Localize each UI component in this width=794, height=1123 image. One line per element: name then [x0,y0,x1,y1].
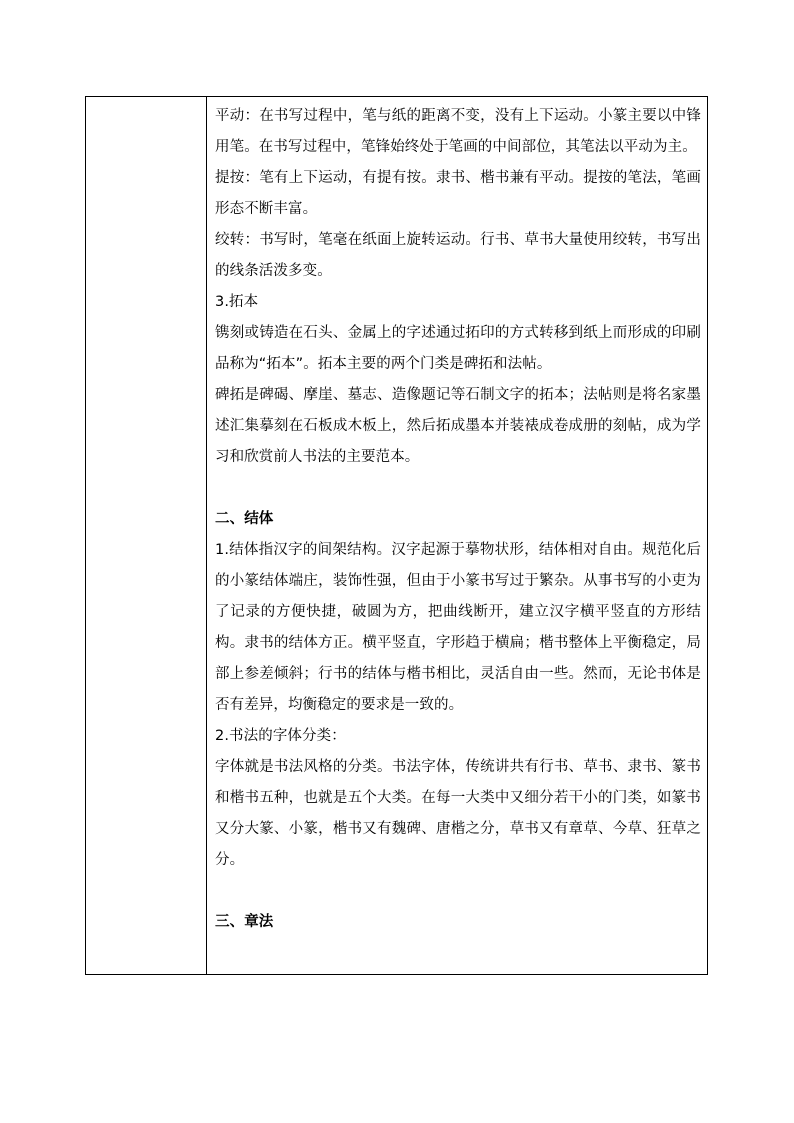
paragraph-jieti-definition: 1.结体指汉字的间架结构。汉字起源于摹物状形，结体相对自由。规范化后的小篆结体端庄，装饰性强，但由于小篆书写过于繁杂。从事书写的小吏为了记录的方便快捷，破圆为方，把曲线断开，建立汉字横平竖直的方形结构。隶书的结体方正。横平竖直，字形趋于横扁；楷书整体上平衡稳定，局部上参差倾斜；行书的结体与楷书相比，灵活自由一些。然而，无论书体是否有差异，均衡稳定的要求是一致的。 [215,542,701,713]
paragraph-font-categories: 字体就是书法风格的分类。书法字体，传统讲共有行书、草书、隶书、篆书和楷书五种，也就是五个大类。在每一大类中又细分若干小的门类，如篆书又分大篆、小篆，楷书又有魏碑、唐楷之分，草书又有章草、今草、狂草之分。 [215,759,701,868]
spacer [215,876,701,907]
paragraph-tian: 提按：笔有上下运动，有提有按。隶书、楷书兼有平动。提按的笔法，笔画形态不断丰富。 [215,170,701,217]
section-heading-jieti: 二、结体 [215,511,274,527]
spacer [215,473,701,504]
table-left-cell [86,97,207,974]
table-content-cell [207,97,707,974]
paragraph-beita-fatie: 碑拓是碑碣、摩崖、墓志、造像题记等石制文字的拓本；法帖则是将名家墨述汇集摹刻在石板成木板上，然后拓成墨本并装裱成卷成册的刻帖，成为学习和欣赏前人书法的主要范本。 [215,387,701,465]
section-heading-zhangfa: 三、章法 [215,914,274,930]
document-table [85,96,708,975]
subheading-taben: 3.拓本 [215,294,259,310]
paragraph-pingdong: 平动：在书写过程中，笔与纸的距离不变，没有上下运动。小篆主要以中锋用笔。在书写过程中，笔锋始终处于笔画的中间部位，其笔法以平动为主。 [215,108,701,155]
paragraph-taben-definition: 镌刻或铸造在石头、金属上的字述通过拓印的方式转移到纸上而形成的印刷品称为“拓本”。拓本主要的两个门类是碑拓和法帖。 [215,325,701,372]
subheading-font-classification: 2.书法的字体分类： [215,728,346,744]
paragraph-jiaozhuan: 绞转：书写时，笔毫在纸面上旋转运动。行书、草书大量使用绞转，书写出的线条活泼多变。 [215,232,701,279]
